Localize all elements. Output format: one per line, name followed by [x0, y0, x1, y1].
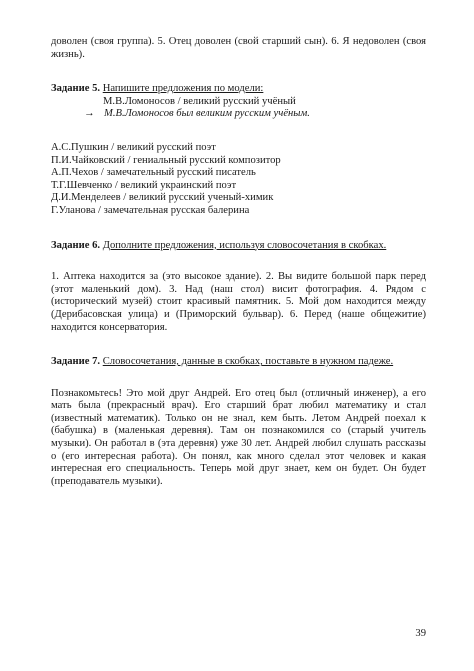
document-page [51, 36, 426, 488]
task5-label: Задание 5. [51, 83, 101, 95]
task5-title: Напишите предложения по модели: [102, 83, 264, 95]
intro-paragraph: доволен (своя группа). 5. Отец доволен (свой старший сын). 6. Я недоволен (своя жизнь). [51, 36, 426, 60]
arrow-icon: → [84, 108, 95, 120]
task6-label: Задание 6. [51, 239, 101, 251]
task6-title: Дополните предложения, используя словосочетания в скобках. [102, 239, 387, 251]
task7-text: Познакомьтесь! Это мой друг Андрей. Его отец был (отличный инженер), а его мать была (прекрасный врач). Его старший брат любил математику и стал (известный математик). Только он не знал, кем быть. Летом Андрей поехал к (бабушка) в (маленькая деревня). Там он познакомился со (старый учитель музыки). Он работал в (эта деревня) уже 30 лет. Андрей любил слушать рассказы о (его интересная работа). Он понял, как много сделал этот человек и какая интересная его специальность. Теперь мой друг знает, кем он будет. Он будет (преподаватель музыки). [51, 387, 426, 487]
list-item: Г.Уланова / замечательная русская балерина [51, 204, 250, 216]
task5-example: М.В.Ломоносов / великий русский учёный [103, 95, 296, 107]
list-item: Д.И.Менделеев / великий русский ученый-химик [51, 192, 274, 204]
list-item: А.С.Пушкин / великий русский поэт [51, 141, 216, 153]
task7-label: Задание 7. [51, 356, 101, 368]
task5-answer-line [51, 108, 426, 121]
task6-text: 1. Аптека находится за (это высокое здание). 2. Вы видите большой парк перед (этот маленький дом). 3. Над (наш стол) висит фотография. 4. Рядом с (исторический музей) стоит красивый памятник. 5. Мой дом находится между (Дерибасовская улица) и (Приморский бульвар). 6. Перед (наше общежитие) находится консерватория. [51, 271, 426, 333]
list-item: П.И.Чайковский / гениальный русский композитор [51, 154, 281, 166]
task5-list [51, 142, 426, 218]
task5-answer: М.В.Ломоносов был великим русским учёным. [104, 108, 310, 120]
list-item: Т.Г.Шевченко / великий украинский поэт [51, 179, 237, 191]
task6-heading [51, 240, 426, 253]
list-item: А.П.Чехов / замечательный русский писатель [51, 167, 256, 179]
task7-heading [51, 356, 426, 369]
page-number: 39 [415, 628, 426, 639]
task7-title: Словосочетания, данные в скобках, поставьте в нужном падеже. [102, 356, 394, 368]
task5-heading [51, 83, 426, 96]
